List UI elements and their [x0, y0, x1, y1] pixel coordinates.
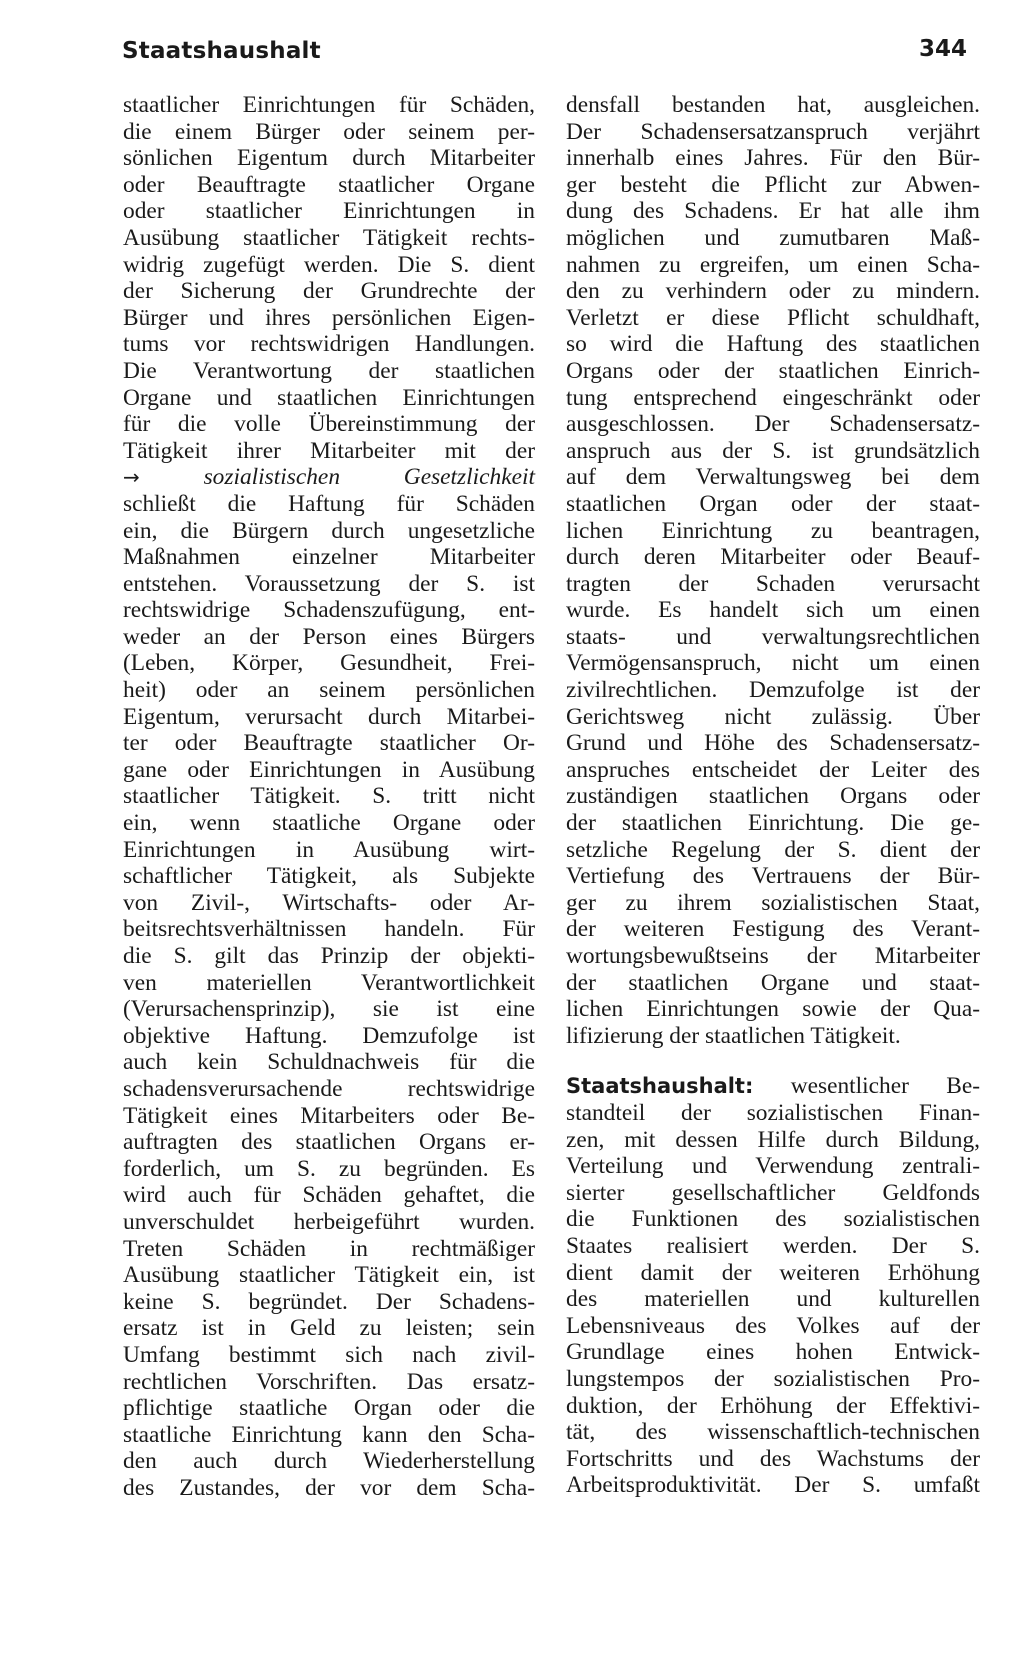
text-line: nahmen zu ergreifen, um einen Scha- [566, 251, 980, 278]
text-line: auf dem Verwaltungsweg bei dem [566, 464, 980, 491]
text-line: Vertiefung des Vertrauens der Bür- [566, 863, 980, 890]
text-line: Bürger und ihres persönlichen Eigen- [123, 304, 535, 331]
text-line: innerhalb eines Jahres. Für den Bür- [566, 145, 980, 172]
text-line: staatliche Einrichtung kann den Scha- [123, 1421, 535, 1448]
text-line: schadensverursachende rechtswidrige [123, 1075, 535, 1102]
text-line: Organe und staatlichen Einrichtungen [123, 384, 535, 411]
text-line: Fortschritts und des Wachstums der [566, 1445, 980, 1472]
text-line: wurde. Es handelt sich um einen [566, 597, 980, 624]
cross-reference-link[interactable]: sozialistischen Gesetzlichkeit [203, 464, 535, 491]
cross-reference-line [123, 464, 535, 491]
right-lines [566, 92, 980, 1049]
text-line: des materiellen und kulturellen [566, 1286, 980, 1313]
text-line: forderlich, um S. zu begründen. Es [123, 1155, 535, 1182]
text-line: (Leben, Körper, Gesundheit, Frei- [123, 650, 535, 677]
text-line: staatlicher Tätigkeit. S. tritt nicht [123, 783, 535, 810]
text-line: schaftlicher Tätigkeit, als Subjekte [123, 863, 535, 890]
text-line: Tätigkeit ihrer Mitarbeiter mit der [123, 437, 535, 464]
text-line: tragten der Schaden verursacht [566, 570, 980, 597]
text-line: die einem Bürger oder seinem per- [123, 118, 535, 145]
entry-first-line-text: wesentlicher Be- [790, 1073, 980, 1100]
text-line: zen, mit dessen Hilfe durch Bildung, [566, 1126, 980, 1153]
text-line: Einrichtungen in Ausübung wirt- [123, 836, 535, 863]
text-line: ger zu ihrem sozialistischen Staat, [566, 889, 980, 916]
running-head: Staatshaushalt [122, 38, 321, 64]
text-line: der weiteren Festigung des Verant- [566, 916, 980, 943]
text-line: Ausübung staatlicher Tätigkeit rechts- [123, 224, 535, 251]
text-line: Grund und Höhe des Schadensersatz- [566, 730, 980, 757]
text-line: ersatz ist in Geld zu leisten; sein [123, 1315, 535, 1342]
text-line: ven materiellen Verantwortlichkeit [123, 969, 535, 996]
text-line: so wird die Haftung des staatlichen [566, 331, 980, 358]
text-line: Maßnahmen einzelner Mitarbeiter [123, 544, 535, 571]
text-line: Der Schadensersatzanspruch verjährt [566, 118, 980, 145]
text-line: den auch durch Wiederherstellung [123, 1448, 535, 1475]
text-line: lifizierung der staatlichen Tätigkeit. [566, 1022, 901, 1049]
left-lines-continued [123, 491, 535, 1502]
entry-heading: Staatshaushalt: [566, 1074, 754, 1099]
text-line: widrig zugefügt werden. Die S. dient [123, 251, 535, 278]
text-line: Verteilung und Verwendung zentrali- [566, 1153, 980, 1180]
text-line: den zu verhindern oder zu mindern. [566, 278, 980, 305]
text-line: lichen Einrichtung zu beantragen, [566, 517, 980, 544]
text-line: setzliche Regelung der S. dient der [566, 836, 980, 863]
text-line: Organs oder der staatlichen Einrich- [566, 357, 980, 384]
text-line: wortungsbewußtseins der Mitarbeiter [566, 943, 980, 969]
text-line: ein, wenn staatliche Organe oder [123, 810, 535, 837]
text-line: densfall bestanden hat, ausgleichen. [566, 92, 980, 118]
left-lines [123, 92, 535, 464]
text-line: des Zustandes, der vor dem Scha- [123, 1474, 535, 1501]
text-line: schließt die Haftung für Schäden [123, 490, 535, 517]
text-line: die S. gilt das Prinzip der objekti- [123, 943, 535, 969]
text-line: der Sicherung der Grundrechte der [123, 278, 535, 305]
text-line: keine S. begründet. Der Schadens- [123, 1288, 535, 1315]
text-line: die Funktionen des sozialistischen [566, 1206, 980, 1233]
text-line: staatlichen Organ oder der staat- [566, 490, 980, 517]
text-line: auftragten des staatlichen Organs er- [123, 1129, 535, 1156]
text-line: tums vor rechtswidrigen Handlungen. [123, 331, 535, 358]
text-line: staatlicher Einrichtungen für Schäden, [123, 92, 535, 118]
text-line: Verletzt er diese Pflicht schuldhaft, [566, 304, 980, 331]
text-line: oder Beauftragte staatlicher Organe [123, 171, 535, 198]
right-column [566, 92, 980, 1499]
text-line: sönlichen Eigentum durch Mitarbeiter [123, 145, 535, 172]
text-line: lungstempos der sozialistischen Pro- [566, 1365, 980, 1392]
text-line: Staates realisiert werden. Der S. [566, 1232, 980, 1259]
text-line: für die volle Übereinstimmung der [123, 411, 535, 438]
text-line: Umfang bestimmt sich nach zivil- [123, 1341, 535, 1368]
entry-lines [566, 1100, 980, 1499]
entry-gap [566, 1049, 980, 1073]
entry-first-line [566, 1073, 980, 1100]
text-line: ein, die Bürgern durch ungesetzliche [123, 517, 535, 544]
text-line: Treten Schäden in rechtmäßiger [123, 1235, 535, 1262]
text-line: möglichen und zumutbaren Maß- [566, 224, 980, 251]
text-line: standteil der sozialistischen Finan- [566, 1099, 980, 1126]
text-line: entstehen. Voraussetzung der S. ist [123, 570, 535, 597]
text-line: der staatlichen Einrichtung. Die ge- [566, 810, 980, 837]
left-column [123, 92, 535, 1501]
text-line: zuständigen staatlichen Organs oder [566, 783, 980, 810]
text-line: wird auch für Schäden gehaftet, die [123, 1182, 535, 1209]
text-line: Vermögensanspruch, nicht um einen [566, 650, 980, 677]
text-line: Lebensniveaus des Volkes auf der [566, 1312, 980, 1339]
text-line: (Verursachensprinzip), sie ist eine [123, 996, 535, 1023]
text-line: tät, des wissenschaftlich-technischen [566, 1419, 980, 1446]
text-line: Eigentum, verursacht durch Mitarbei- [123, 703, 535, 730]
text-line: Ausübung staatlicher Tätigkeit ein, ist [123, 1262, 535, 1289]
text-line: von Zivil-, Wirtschafts- oder Ar- [123, 889, 535, 916]
text-line: duktion, der Erhöhung der Effektivi- [566, 1392, 980, 1419]
cross-reference-arrow-icon: → [123, 465, 140, 490]
text-line: Die Verantwortung der staatlichen [123, 357, 535, 384]
text-line: Arbeitsproduktivität. Der S. umfaßt [566, 1472, 980, 1499]
text-line: sierter gesellschaftlicher Geldfonds [566, 1179, 980, 1206]
text-line: auch kein Schuldnachweis für die [123, 1049, 535, 1076]
text-line: Tätigkeit eines Mitarbeiters oder Be- [123, 1102, 535, 1129]
text-line: ter oder Beauftragte staatlicher Or- [123, 730, 535, 757]
text-line: rechtswidrige Schadenszufügung, ent- [123, 597, 535, 624]
text-line: anspruches entscheidet der Leiter des [566, 756, 980, 783]
text-line: beitsrechtsverhältnissen handeln. Für [123, 916, 535, 943]
text-line: heit) oder an seinem persönlichen [123, 677, 535, 704]
text-line: Gerichtsweg nicht zulässig. Über [566, 703, 980, 730]
text-line: rechtlichen Vorschriften. Das ersatz- [123, 1368, 535, 1395]
text-line: objektive Haftung. Demzufolge ist [123, 1022, 535, 1049]
text-line: Grundlage eines hohen Entwick- [566, 1339, 980, 1366]
text-line: tung entsprechend eingeschränkt oder [566, 384, 980, 411]
text-line: der staatlichen Organe und staat- [566, 969, 980, 996]
page-number: 344 [918, 36, 967, 62]
text-line: staats- und verwaltungsrechtlichen [566, 623, 980, 650]
text-line: durch deren Mitarbeiter oder Beauf- [566, 544, 980, 571]
text-line: ger besteht die Pflicht zur Abwen- [566, 171, 980, 198]
text-line: unverschuldet herbeigeführt wurden. [123, 1208, 535, 1235]
text-line: pflichtige staatliche Organ oder die [123, 1395, 535, 1422]
text-line: dient damit der weiteren Erhöhung [566, 1259, 980, 1286]
text-line: anspruch aus der S. ist grundsätzlich [566, 437, 980, 464]
text-line: ausgeschlossen. Der Schadensersatz- [566, 411, 980, 438]
text-line: zivilrechtlichen. Demzufolge ist der [566, 677, 980, 704]
text-line: oder staatlicher Einrichtungen in [123, 198, 535, 225]
text-line: dung des Schadens. Er hat alle ihm [566, 198, 980, 225]
text-line: lichen Einrichtungen sowie der Qua- [566, 996, 980, 1023]
text-line: gane oder Einrichtungen in Ausübung [123, 756, 535, 783]
text-line: weder an der Person eines Bürgers [123, 623, 535, 650]
